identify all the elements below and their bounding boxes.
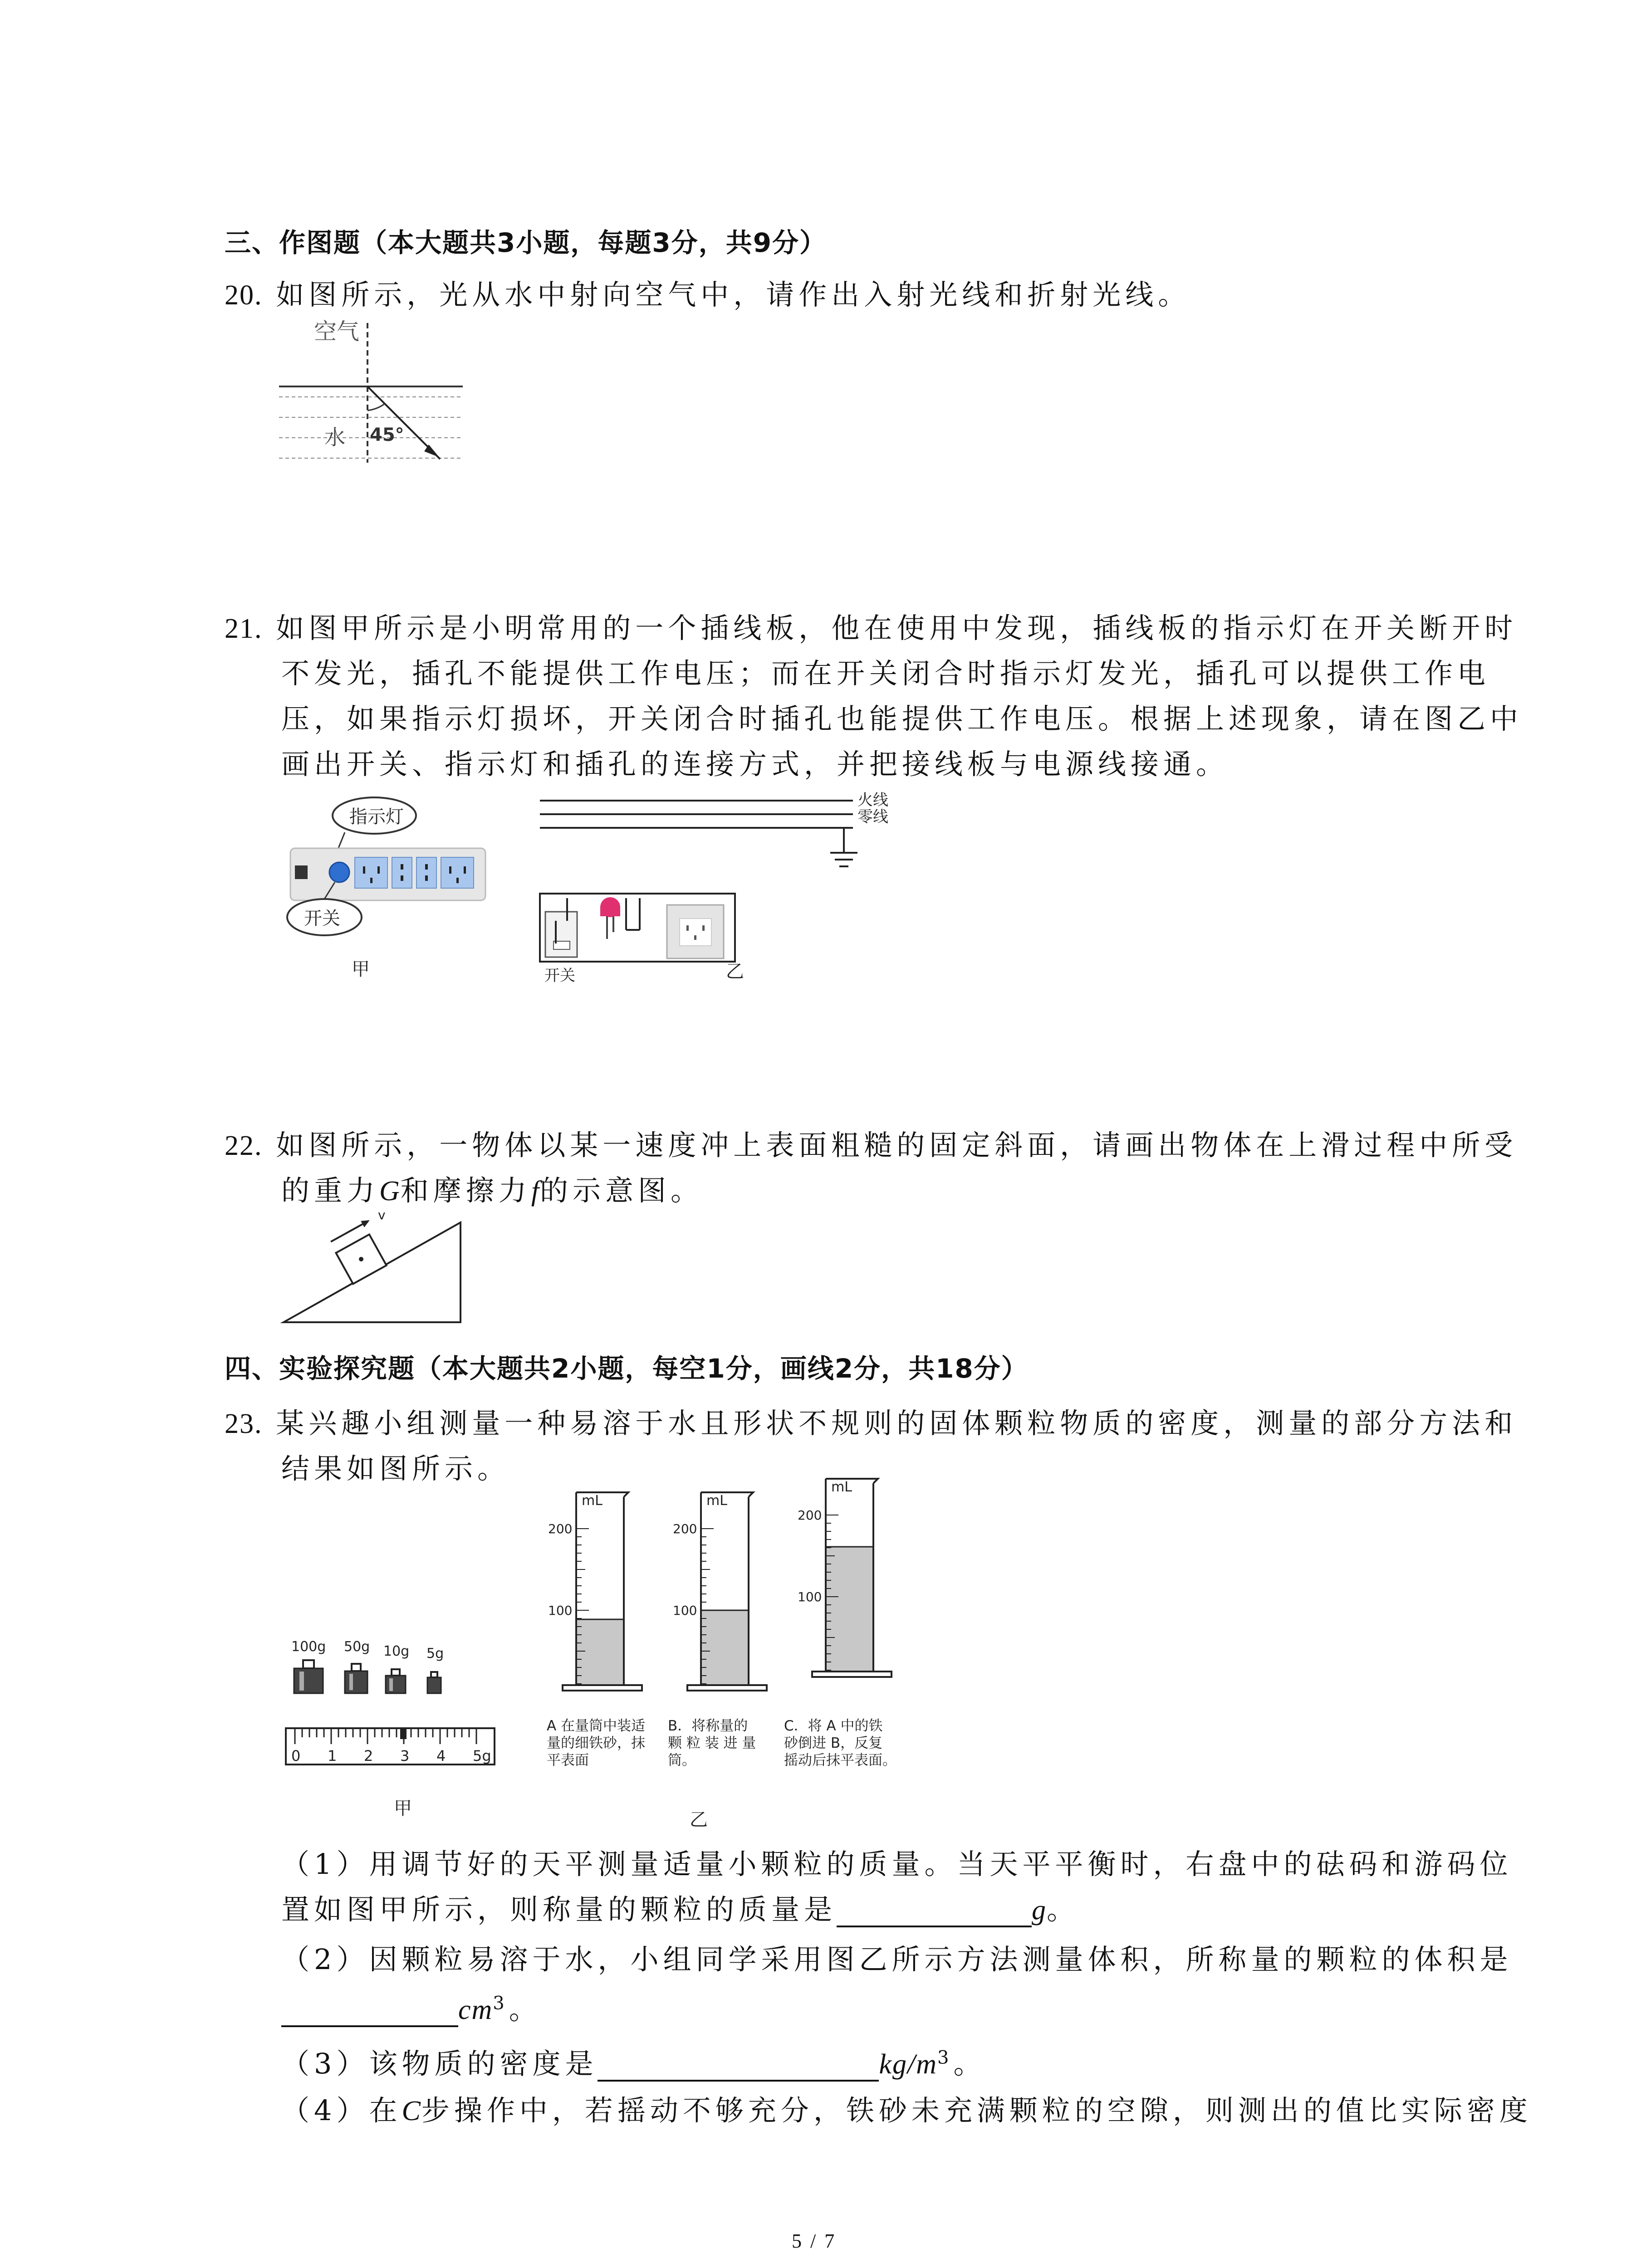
- cylinder-mark: 100: [548, 1603, 573, 1618]
- weight-label-50g: 50g: [344, 1639, 370, 1655]
- symbol-C: C: [402, 2096, 421, 2126]
- text-segment: 的重力: [281, 1174, 380, 1207]
- section-4-heading: 四、实验探究题（本大题共2小题，每空1分，画线2分，共18分）: [225, 1353, 1029, 1384]
- cylinder-unit: mL: [831, 1479, 852, 1495]
- question-21-line-1: [225, 606, 1517, 646]
- page-number: 5 / 7: [792, 2230, 837, 2252]
- switch-label: 开关: [304, 908, 340, 929]
- unit-cm: cm: [458, 1994, 493, 2025]
- cylinder-mark: 200: [798, 1508, 822, 1523]
- question-23-line-2: 结果如图所示。: [281, 1452, 510, 1485]
- caption-a-2: 量的细铁砂，抹: [547, 1735, 645, 1751]
- unit-exponent: 3: [937, 2047, 954, 2068]
- q23-part-1-line-2: [281, 1887, 1079, 1927]
- cylinder-mark: 100: [798, 1589, 822, 1604]
- caption-a-1: A 在量筒中装适: [547, 1718, 646, 1734]
- symbol-f: f: [531, 1176, 540, 1207]
- water-label: 水: [324, 425, 345, 450]
- answer-blank-volume[interactable]: [281, 1998, 458, 2027]
- figure-cylinders: [522, 1474, 930, 1837]
- section-3-heading: 三、作图题（本大题共3小题，每题3分，共9分）: [225, 227, 827, 258]
- question-text: 如图所示，光从水中射向空气中，请作出入射光线和折射光线。: [276, 278, 1191, 311]
- rider: [400, 1728, 407, 1739]
- q23-part-2-line-2: [281, 1987, 542, 2027]
- weight-5g: [427, 1672, 441, 1693]
- cylinder-fill: [701, 1610, 749, 1685]
- figure-refraction: [277, 313, 467, 467]
- velocity-label: v: [378, 1207, 386, 1222]
- text-segment: 步操作中，若摇动不够充分，铁砂未充满颗粒的空隙，则测出的值比实际密度: [421, 2094, 1532, 2127]
- text-segment: 和摩擦力: [400, 1174, 531, 1207]
- weight-50g: [345, 1664, 367, 1693]
- q23-part-2-line-1: （2）因颗粒易溶于水，小组同学采用图乙所示方法测量体积，所称量的颗粒的体积是: [281, 1943, 1513, 1976]
- text-segment: （4）在: [281, 2094, 402, 2127]
- question-22-line-1: [225, 1123, 1517, 1163]
- cylinder-mark: 200: [548, 1521, 573, 1536]
- figure-power-strip: [281, 789, 490, 989]
- scale-tick-label: 1: [328, 1747, 337, 1765]
- text-segment: （3）该物质的密度是: [281, 2047, 598, 2080]
- text-segment: 置如图甲所示，则称量的颗粒的质量是: [281, 1893, 837, 1926]
- cylinder-unit: mL: [582, 1493, 603, 1509]
- question-number: 22.: [225, 1130, 263, 1161]
- cylinder-a: [548, 1492, 642, 1691]
- caption-b-3: 筒。: [668, 1752, 696, 1769]
- question-20: [225, 272, 1190, 313]
- live-wire-label: 火线: [857, 791, 888, 809]
- q23-part-4: [281, 2088, 1532, 2128]
- scale-tick-label: 5g: [473, 1747, 491, 1765]
- question-text: 如图甲所示是小明常用的一个插线板，他在使用中发现，插线板的指示灯在开关断开时: [276, 611, 1518, 645]
- indicator-label: 指示灯: [349, 807, 404, 827]
- figure-wiring: [535, 789, 935, 989]
- question-23-line-1: [225, 1401, 1517, 1441]
- weight-10g: [386, 1669, 406, 1693]
- weight-label-10g: 10g: [383, 1643, 410, 1659]
- question-number: 21.: [225, 613, 263, 644]
- cylinder-mark: 100: [673, 1603, 697, 1618]
- cylinder-b: [673, 1492, 767, 1691]
- figure-label-jia: 甲: [394, 1798, 412, 1819]
- figure-label-yi: 乙: [690, 1809, 708, 1830]
- text-segment: 。: [1047, 1893, 1080, 1926]
- weight-100g: [294, 1660, 323, 1693]
- figure-label-jia: 甲: [352, 959, 370, 980]
- question-21-line-2: 不发光，插孔不能提供工作电压；而在开关闭合时指示灯发光，插孔可以提供工作电: [281, 657, 1490, 690]
- figure-incline: [279, 1207, 470, 1329]
- scale-tick-label: 3: [400, 1747, 410, 1765]
- cylinder-c: [798, 1479, 892, 1677]
- weight-label-5g: 5g: [426, 1646, 444, 1662]
- unit-exponent: 3: [493, 1993, 509, 2014]
- caption-c-3: 摇动后抹平表面。: [784, 1752, 896, 1769]
- figure-label-yi: 乙: [726, 961, 744, 982]
- question-text: 如图所示，一物体以某一速度冲上表面粗糙的固定斜面，请画出物体在上滑过程中所受: [276, 1129, 1518, 1162]
- scale-tick-label: 2: [364, 1747, 373, 1765]
- caption-c-1: C．将 A 中的铁: [784, 1718, 883, 1734]
- figure-balance: [281, 1633, 499, 1823]
- answer-blank-density[interactable]: [598, 2053, 879, 2082]
- text-segment: 。: [953, 2047, 986, 2080]
- unit-g: g: [1032, 1895, 1047, 1926]
- unit-kg-m: kg/m: [879, 2049, 937, 2080]
- question-number: 23.: [225, 1408, 263, 1439]
- caption-a-3: 平表面: [547, 1752, 589, 1769]
- caption-b-1: B．将称量的: [668, 1718, 748, 1734]
- cylinder-fill: [826, 1547, 873, 1672]
- air-label: 空气: [314, 318, 359, 345]
- cylinder-mark: 200: [673, 1521, 697, 1536]
- q23-part-1-line-1: （1）用调节好的天平测量适量小颗粒的质量。当天平平衡时，右盘中的砝码和游码位: [281, 1848, 1513, 1881]
- cylinder-fill: [576, 1619, 624, 1685]
- question-21-line-4: 画出开关、指示灯和插孔的连接方式，并把接线板与电源线接通。: [281, 748, 1229, 781]
- question-number: 20.: [225, 280, 263, 311]
- caption-b-2: 颗 粒 装 进 量: [668, 1735, 756, 1751]
- answer-blank-mass[interactable]: [837, 1898, 1032, 1927]
- caption-c-2: 砂倒进 B，反复: [784, 1735, 883, 1751]
- neutral-wire-label: 零线: [857, 808, 888, 826]
- text-segment: 的示意图。: [540, 1174, 704, 1207]
- symbol-G: G: [379, 1176, 401, 1207]
- weight-label-100g: 100g: [291, 1639, 326, 1655]
- switch2-label: 开关: [544, 967, 575, 985]
- cylinder-unit: mL: [706, 1493, 727, 1509]
- question-22-line-2: [281, 1168, 703, 1208]
- scale-tick-label: 4: [436, 1747, 446, 1765]
- angle-label: 45°: [370, 425, 404, 445]
- scale-tick-label: 0: [291, 1747, 301, 1765]
- q23-part-3: [281, 2041, 986, 2082]
- question-text: 某兴趣小组测量一种易溶于水且形状不规则的固体颗粒物质的密度，测量的部分方法和: [276, 1407, 1518, 1440]
- text-segment: 。: [509, 1993, 542, 2026]
- question-21-line-3: 压，如果指示灯损坏，开关闭合时插孔也能提供工作电压。根据上述现象，请在图乙中: [281, 702, 1523, 735]
